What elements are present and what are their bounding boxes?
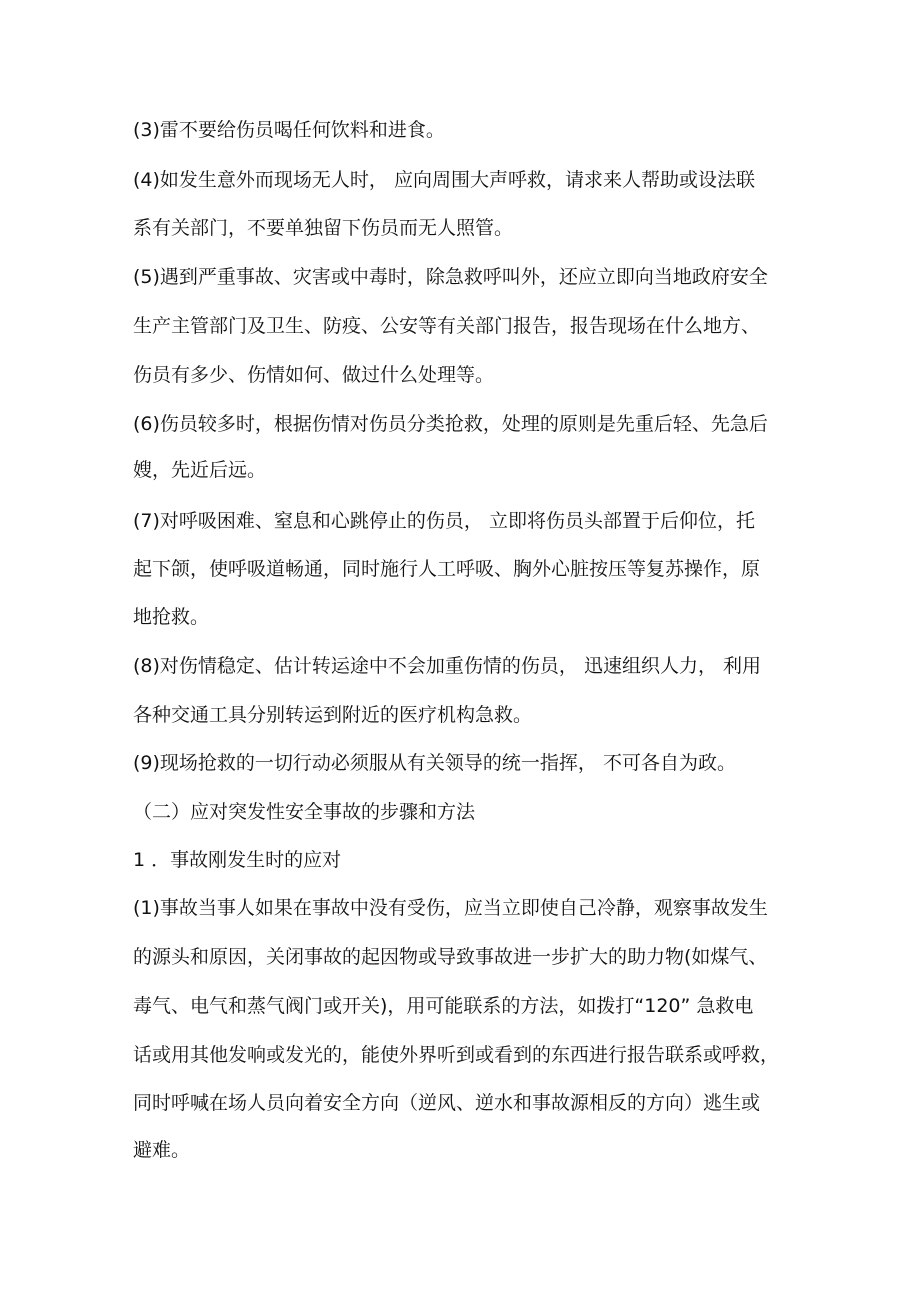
text-line: 伤员有多少、伤情如何、做过什么处理等。 <box>133 364 495 386</box>
section-heading: （二）应对突发性安全事故的步骤和方法 <box>133 801 476 823</box>
text-line: 系有关部门，不要单独留下伤员而无人照管。 <box>133 217 514 239</box>
text-line: 嫂，先近后远。 <box>133 459 267 481</box>
text-line: 的源头和原因，关闭事故的起因物或导致事故进一步扩大的助力物(如煤气、 <box>133 946 768 968</box>
text-line: (8)对伤情稳定、估计转运途中不会加重伤情的伤员， 迅速组织人力， 利用 <box>133 655 761 677</box>
text-line: 起下颌，使呼吸道畅通，同时施行人工呼吸、胸外心脏按压等复苏操作，原 <box>133 558 761 580</box>
text-line: (1)事故当事人如果在事故中没有受伤，应当立即使自己冷静，观察事故发生 <box>133 897 768 919</box>
text-line: 同时呼喊在场人员向着安全方向（逆风、逆水和事故源相反的方向）逃生或 <box>133 1092 761 1114</box>
text-line: 毒气、电气和蒸气阀门或开关)，用可能联系的方法，如拨打“120” 急救电 <box>133 995 754 1017</box>
text-line: (9)现场抢救的一切行动必须服从有关领导的统一指挥， 不可各自为政。 <box>133 752 736 774</box>
subsection-heading: 1 ．事故刚发生时的应对 <box>133 849 342 871</box>
text-line: 生产主管部门及卫生、防疫、公安等有关部门报告，报告现场在什么地方、 <box>133 315 761 337</box>
text-line: (7)对呼吸困难、窒息和心跳停止的伤员， 立即将伤员头部置于后仰位，托 <box>133 510 755 532</box>
text-line: 避难。 <box>133 1139 191 1161</box>
text-line: 地抢救。 <box>133 606 210 628</box>
text-line: (5)遇到严重事故、灾害或中毒时，除急救呼叫外，还应立即向当地政府安全 <box>133 266 768 288</box>
text-line: (4)如发生意外而现场无人时， 应向周围大声呼救，请求来人帮助或设法联 <box>133 169 755 191</box>
text-line: 各种交通工具分别转运到附近的医疗机构急救。 <box>133 704 533 726</box>
text-line: (6)伤员较多时，根据伤情对伤员分类抢救，处理的原则是先重后轻、先急后 <box>133 413 768 435</box>
text-line: (3)雷不要给伤员喝任何饮料和进食。 <box>133 119 445 141</box>
text-line: 话或用其他发响或发光的，能使外界听到或看到的东西进行报告联系或呼救， <box>133 1044 780 1066</box>
